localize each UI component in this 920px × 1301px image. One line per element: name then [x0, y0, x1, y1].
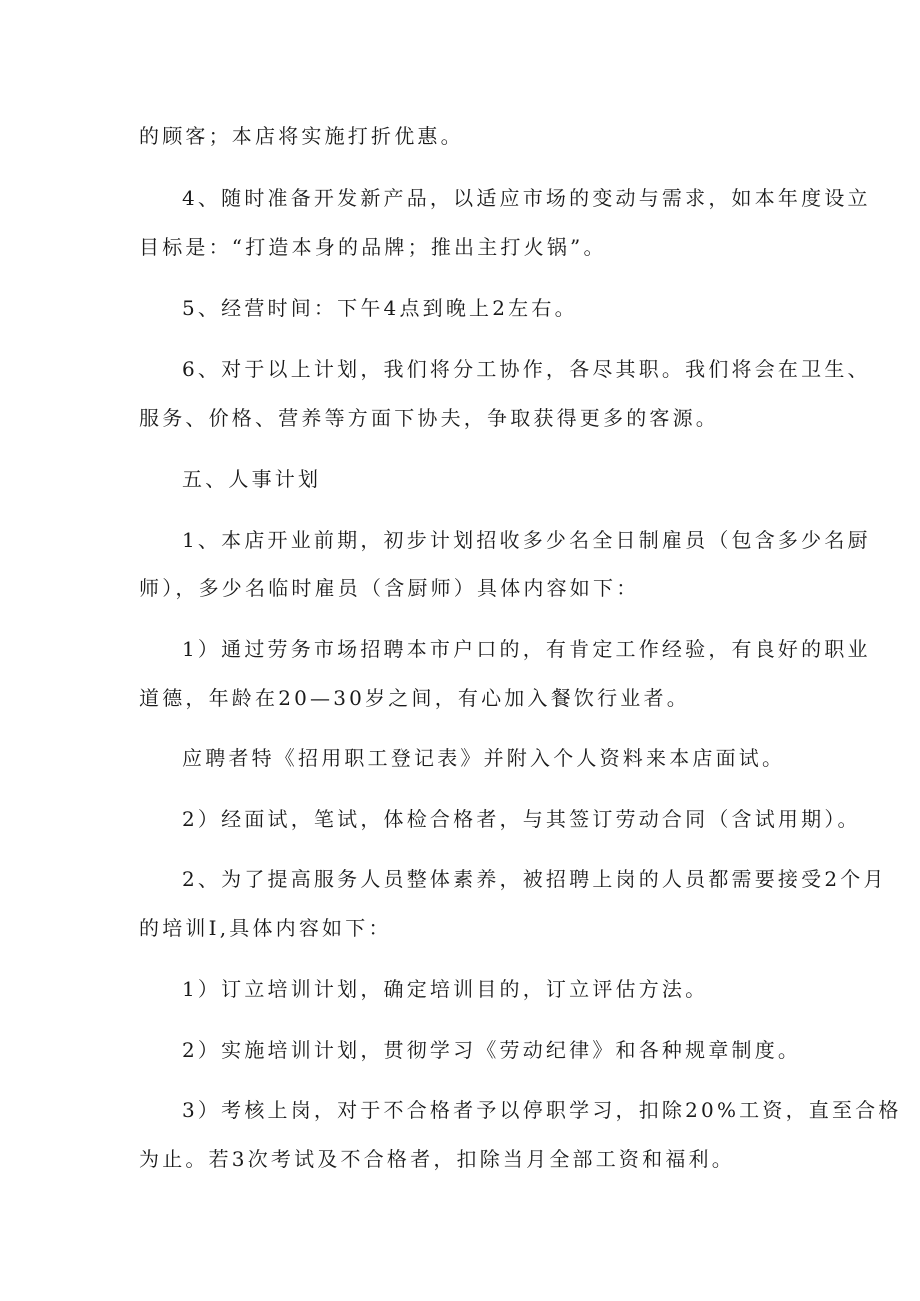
- paragraph-line: 目标是：“打造本身的品牌；推出主打火锅”。: [139, 235, 607, 259]
- paragraph-line: 1、本店开业前期，初步计划招收多少名全日制雇员（包含多少名厨: [182, 528, 871, 552]
- paragraph-line: 为止。若3次考试及不合格者，扣除当月全部工资和福利。: [139, 1147, 735, 1171]
- paragraph-line: 1）通过劳务市场招聘本市户口的，有肯定工作经验，有良好的职业: [182, 637, 871, 661]
- paragraph-line: 的顾客；本店将实施打折优惠。: [139, 124, 464, 148]
- paragraph-line: 3）考核上岗，对于不合格者予以停职学习，扣除20%工资，直至合格: [182, 1098, 902, 1122]
- paragraph-line: 2）经面试，笔试，体检合格者，与其签订劳动合同（含试用期）。: [182, 807, 861, 831]
- paragraph-line: 4、随时准备开发新产品，以适应市场的变动与需求，如本年度设立: [182, 186, 871, 210]
- paragraph-line: 服务、价格、营养等方面下协夫，争取获得更多的客源。: [139, 406, 719, 430]
- paragraph-line: 6、对于以上计划，我们将分工协作，各尽其职。我们将会在卫生、: [182, 357, 871, 381]
- paragraph-line: 5、经营时间：下午4点到晚上2左右。: [182, 296, 578, 320]
- paragraph-line: 师），多少名临时雇员（含厨师）具体内容如下：: [139, 576, 640, 600]
- paragraph-line: 的培训I,具体内容如下：: [139, 916, 392, 940]
- paragraph-line: 道德，年龄在20—30岁之间，有心加入餐饮行业者。: [139, 686, 690, 710]
- paragraph-line: 2）实施培训计划，贯彻学习《劳动纪律》和各种规章制度。: [182, 1038, 802, 1062]
- section-heading: 五、人事计划: [182, 467, 322, 491]
- paragraph-line: 1）订立培训计划，确定培训目的，订立评估方法。: [182, 977, 709, 1001]
- paragraph-line: 应聘者特《招用职工登记表》并附入个人资料来本店面试。: [182, 746, 786, 770]
- paragraph-line: 2、为了提高服务人员整体素养，被招聘上岗的人员都需要接受2个月: [182, 867, 887, 891]
